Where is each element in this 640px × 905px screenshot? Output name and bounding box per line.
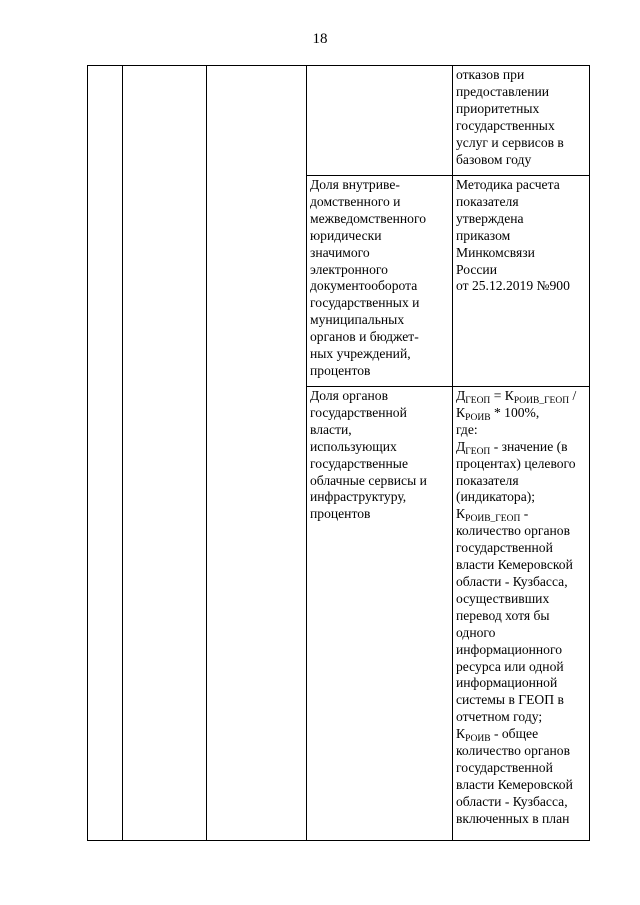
- text-line: приказом: [456, 227, 511, 243]
- table-cell-method: [453, 176, 590, 387]
- text-line: облачные сервисы и: [310, 472, 427, 488]
- formula-line: [456, 506, 586, 523]
- text-line: показателя: [456, 472, 519, 488]
- text-line: количество органов: [456, 523, 570, 539]
- text-line: ресурса или одной: [456, 658, 564, 674]
- formula-symbol-k: К: [504, 388, 514, 403]
- table-cell-method: [453, 387, 590, 841]
- formula-line: [456, 405, 586, 422]
- text-line: электронного: [310, 261, 388, 277]
- formula-multiply: * 100%,: [490, 404, 540, 420]
- text-line: власти Кемеровской: [456, 776, 573, 792]
- text-fragment: - значение (в: [490, 438, 568, 454]
- text-line: отчетном году;: [456, 709, 543, 725]
- text-line: домственного и: [310, 193, 401, 209]
- formula-line: [456, 439, 586, 456]
- text-line: государственные: [310, 455, 408, 471]
- text-line: базовом году: [456, 151, 532, 167]
- text-line: системы в ГЕОП в: [456, 692, 564, 708]
- text-line: Минкомсвязи: [456, 244, 535, 260]
- text-line: включенных в план: [456, 810, 570, 826]
- text-line: области - Кузбасса,: [456, 793, 568, 809]
- text-line: межведомственного: [310, 210, 427, 226]
- text-line: значимого: [310, 244, 370, 260]
- text-line: одного: [456, 624, 496, 640]
- text-line: России: [456, 261, 497, 277]
- text-line: юридически: [310, 227, 382, 243]
- text-line: перевод хотя бы: [456, 607, 550, 623]
- formula-divide: /: [569, 388, 577, 403]
- text-line: процентов: [310, 362, 371, 378]
- text-line: государственных: [456, 117, 555, 133]
- text-line: показателя: [456, 193, 519, 209]
- table-cell-goal: [207, 66, 307, 841]
- text-line: количество органов: [456, 743, 570, 759]
- text-line: услуг и сервисов в: [456, 134, 564, 150]
- formula-subscript: РОИВ: [465, 412, 491, 423]
- formula-line: [456, 388, 586, 405]
- formula-equals: =: [490, 388, 505, 403]
- text-line: власти,: [310, 421, 352, 437]
- text-line: государственной: [456, 759, 553, 775]
- text-line: осуществивших: [456, 590, 550, 606]
- table-cell-program: [123, 66, 207, 841]
- page-number: 18: [312, 31, 328, 47]
- formula-symbol-d: Д: [456, 388, 466, 403]
- text-fragment: -: [520, 506, 529, 522]
- formula-symbol-k: К: [456, 726, 466, 742]
- table-cell-number: [88, 66, 123, 841]
- text-fragment: - общее: [490, 726, 539, 742]
- text-line: приоритетных: [456, 100, 540, 116]
- formula-subscript: РОИВ_ГЕОП: [513, 396, 570, 406]
- text-line: органов и бюджет-: [310, 329, 419, 345]
- formula-symbol-k: К: [456, 506, 466, 522]
- table-row: [88, 66, 590, 176]
- text-line: утверждена: [456, 210, 524, 226]
- indicators-table: [87, 65, 590, 841]
- text-line: предоставлении: [456, 83, 550, 99]
- table-cell-indicator: [307, 66, 453, 176]
- formula-subscript: ГЕОП: [465, 446, 491, 457]
- text-line: использующих: [310, 438, 397, 454]
- formula-symbol-d: Д: [456, 438, 466, 454]
- formula-subscript: РОИВ: [465, 734, 491, 745]
- text-line: ных учреждений,: [310, 346, 411, 362]
- formula-symbol-k: К: [456, 404, 466, 420]
- table-cell-indicator: [307, 387, 453, 841]
- text-line: процентов: [310, 506, 371, 522]
- text-line: информационной: [456, 675, 558, 691]
- text-line: от 25.12.2019 №900: [456, 278, 570, 294]
- text-line: процентах) целевого: [456, 455, 576, 471]
- text-line: Методика расчета: [456, 177, 560, 192]
- text-line: Доля внутриве-: [310, 177, 400, 192]
- table-cell-method: [453, 66, 590, 176]
- text-line: власти Кемеровской: [456, 557, 573, 573]
- text-line: инфраструктуру,: [310, 489, 407, 505]
- text-line: отказов при: [456, 67, 525, 82]
- table-cell-indicator: [307, 176, 453, 387]
- text-line: информационного: [456, 641, 563, 657]
- formula-line: [456, 726, 586, 743]
- text-line: где:: [456, 421, 478, 437]
- text-line: государственной: [310, 404, 407, 420]
- text-line: государственной: [456, 540, 553, 556]
- formula-subscript: РОИВ_ГЕОП: [465, 514, 521, 525]
- text-line: документооборота: [310, 278, 418, 294]
- text-line: Доля органов: [310, 388, 389, 403]
- text-line: муниципальных: [310, 312, 405, 328]
- text-line: государственных и: [310, 295, 420, 311]
- text-line: области - Кузбасса,: [456, 573, 568, 589]
- text-line: (индикатора);: [456, 489, 536, 505]
- formula-subscript: ГЕОП: [465, 396, 491, 406]
